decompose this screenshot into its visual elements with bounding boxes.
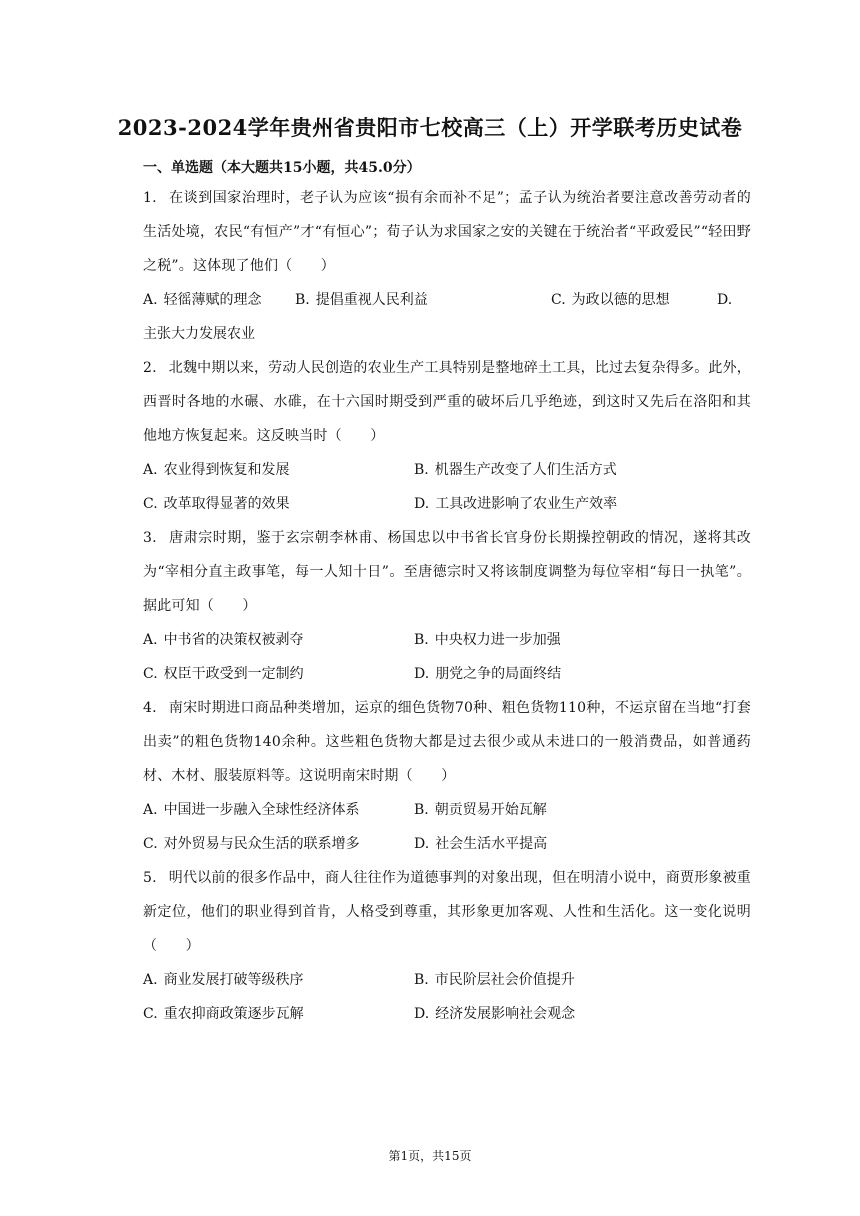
question-number: 5. <box>143 870 157 886</box>
option-b[interactable]: B. 中央权力进一步加强 <box>414 632 561 648</box>
option-c[interactable]: C. 对外贸易与民众生活的联系增多 <box>143 836 360 852</box>
question-text: 北魏中期以来，劳动人民创造的农业生产工具特别是整地碎土工具，比过去复杂得多。此外，西晋时各地的水碾、水碓，在十六国时期受到严重的破坏后几乎绝迹，到这时又先后在洛阳和其他地方恢复起来。这反映当时（ ） <box>143 360 751 444</box>
option-d[interactable]: D. 经济发展影响社会观念 <box>414 1006 576 1022</box>
option-a[interactable]: A. 中国进一步融入全球性经济体系 <box>143 802 360 818</box>
option-d-text[interactable]: 主张大力发展农业 <box>143 326 255 342</box>
option-b[interactable]: B. 机器生产改变了人们生活方式 <box>414 462 617 478</box>
question-text: 唐肃宗时期，鉴于玄宗朝李林甫、杨国忠以中书省长官身份长期操控朝政的情况，遂将其改为“宰相分直主政事笔，每一人知十日”。至唐德宗时又将该制度调整为每位宰相“每日一执笔”。据此可知（ ） <box>143 530 751 614</box>
option-c[interactable]: C. 重农抑商政策逐步瓦解 <box>143 1006 304 1022</box>
option-a[interactable]: A. 轻徭薄赋的理念 <box>143 292 262 308</box>
option-d[interactable]: D. 工具改进影响了农业生产效率 <box>414 496 618 512</box>
question-text: 南宋时期进口商品种类增加，运京的细色货物70种、粗色货物110种，不运京留在当地“打套出卖”的粗色货物140余种。这些粗色货物大都是过去很少或从未进口的一般消费品，如普通药材、木材、服装原料等。这说明南宋时期（ ） <box>143 700 751 784</box>
question-number: 2. <box>143 360 157 376</box>
question-3-options-row-1 <box>143 623 751 657</box>
exam-title: 2023-2024学年贵州省贵阳市七校高三（上）开学联考历史试卷 <box>117 115 743 140</box>
option-d-letter[interactable]: D. <box>717 292 733 308</box>
question-3-options-row-2 <box>143 657 751 691</box>
question-5-options-row-1 <box>143 963 751 997</box>
option-b[interactable]: B. 朝贡贸易开始瓦解 <box>414 802 547 818</box>
question-2-stem <box>143 351 751 453</box>
option-c[interactable]: C. 改革取得显著的效果 <box>143 496 290 512</box>
question-4-stem <box>143 691 751 793</box>
option-a[interactable]: A. 商业发展打破等级秩序 <box>143 972 304 988</box>
option-d[interactable]: D. 朋党之争的局面终结 <box>414 666 562 682</box>
option-a[interactable]: A. 农业得到恢复和发展 <box>143 462 290 478</box>
question-2-options-row-2 <box>143 487 751 521</box>
section-heading: 一、单选题（本大题共15小题，共45.0分） <box>143 160 421 176</box>
question-number: 3. <box>143 530 157 546</box>
question-4-options-row-2 <box>143 827 751 861</box>
question-3-stem <box>143 521 751 623</box>
question-number: 4. <box>143 700 157 716</box>
option-b[interactable]: B. 市民阶层社会价值提升 <box>414 972 575 988</box>
question-4-options-row-1 <box>143 793 751 827</box>
question-5-stem <box>143 861 751 963</box>
option-c[interactable]: C. 权臣干政受到一定制约 <box>143 666 304 682</box>
page-footer: 第1页，共15页 <box>388 1149 472 1163</box>
question-1-stem <box>143 181 751 283</box>
question-5-options-row-2 <box>143 997 751 1031</box>
option-a[interactable]: A. 中书省的决策权被剥夺 <box>143 632 304 648</box>
question-text: 在谈到国家治理时，老子认为应该“损有余而补不足”；孟子认为统治者要注意改善劳动者的生活处境，农民“有恒产”才“有恒心”；荀子认为求国家之安的关键在于统治者“平政爱民”“轻田野之税”。这体现了他们（ ） <box>143 190 751 274</box>
question-1-options-row-1 <box>143 283 751 317</box>
question-1-options-row-2 <box>143 317 751 351</box>
question-2-options-row-1 <box>143 453 751 487</box>
option-d[interactable]: D. 社会生活水平提高 <box>414 836 548 852</box>
question-text: 明代以前的很多作品中，商人往往作为道德事判的对象出现，但在明清小说中，商贾形象被重新定位，他们的职业得到首肯，人格受到尊重，其形象更加客观、人性和生活化。这一变化说明（ ） <box>143 870 751 954</box>
option-b[interactable]: B. 提倡重视人民利益 <box>295 292 428 308</box>
question-number: 1. <box>143 190 157 206</box>
option-c[interactable]: C. 为政以德的思想 <box>551 292 670 308</box>
